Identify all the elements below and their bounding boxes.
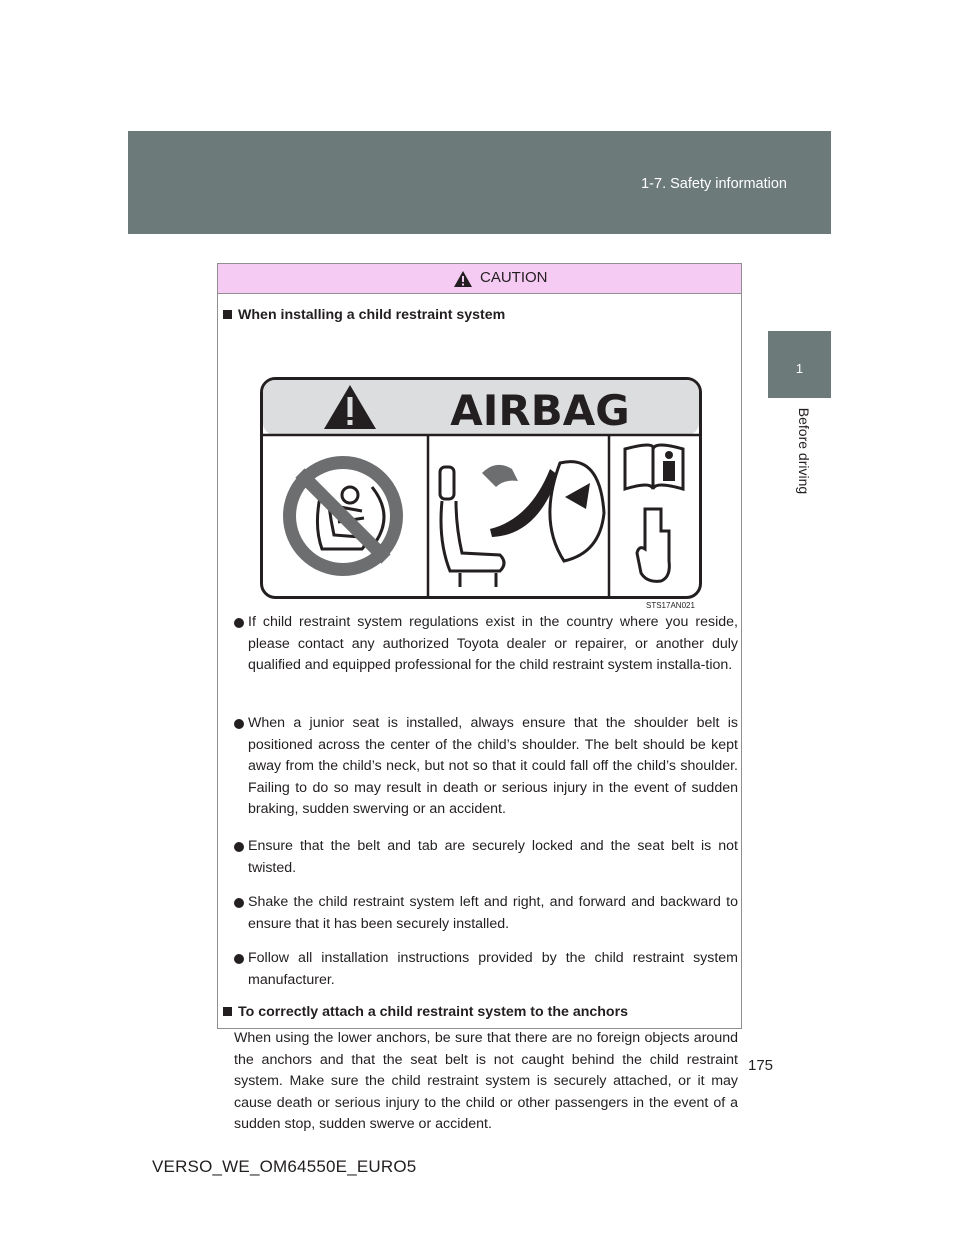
no-child-seat-icon <box>283 456 403 576</box>
manual-book-icon <box>625 445 683 489</box>
heading-anchors <box>223 1004 628 1020</box>
bullet-1 <box>235 612 738 677</box>
caution-box <box>217 263 742 1132</box>
bullet-1-text: If child restraint system regulations exist in the country where you reside, please contact any authorized Toyota dealer or repairer, or another duly qualified and equipped professional for the child restraint system installa-tion. <box>248 614 738 673</box>
bullet-dot-icon <box>234 719 244 729</box>
chapter-label-text: Before driving <box>796 407 812 495</box>
section-title: 1-7. Safety information <box>641 176 787 192</box>
warning-icon <box>453 270 473 288</box>
bullet-dot-icon <box>234 842 244 852</box>
anchors-paragraph: When using the lower anchors, be sure that there are no foreign objects around the anchors and that the seat belt is not caught behind the child restraint system. Make sure the child restraint system is securely attached, or it may cause death or serious injury to the child or other passengers in the event of a sudden stop, sudden swerve or accident. <box>234 1030 738 1132</box>
chapter-number: 1 <box>795 361 804 376</box>
bullet-dot-icon <box>234 898 244 908</box>
bullet-dot-icon <box>234 618 244 628</box>
caution-header <box>218 264 741 294</box>
square-bullet-icon <box>223 310 232 319</box>
heading-install <box>223 307 505 323</box>
chapter-tab <box>768 331 831 398</box>
bullet-5 <box>235 948 738 991</box>
document-code: VERSO_WE_OM64550E_EURO5 <box>152 1157 417 1176</box>
bullet-2-text: When a junior seat is installed, always ensure that the shoulder belt is positioned across the center of the child’s shoulder. The belt should be kept away from the child’s neck, but not so that it could fall off the child’s shoulder. Failing to do so may result in death or serious injury in the event of sudden braking, sudden swerving or an accident. <box>248 715 738 817</box>
heading-anchors-text: To correctly attach a child restraint system to the anchors <box>238 1004 629 1020</box>
section-header <box>128 131 831 234</box>
image-code: STS17AN021 <box>646 601 695 610</box>
square-bullet-icon <box>223 1007 232 1016</box>
heading-install-text: When installing a child restraint system <box>238 307 506 323</box>
bullet-3 <box>235 836 738 879</box>
page-number: 175 <box>748 1057 774 1074</box>
airbag-word: AIRBAG <box>450 386 630 435</box>
bullet-2 <box>235 713 738 821</box>
bullet-4-text: Shake the child restraint system left and right, and forward and backward to ensure that it has been securely installed. <box>248 894 738 932</box>
bullet-5-text: Follow all installation instructions provided by the child restraint system manufacturer. <box>248 950 738 988</box>
caution-title: CAUTION <box>480 269 548 286</box>
bullet-4 <box>235 892 738 935</box>
airbag-warning-label <box>260 377 702 599</box>
chapter-label <box>790 405 814 505</box>
bullet-dot-icon <box>234 954 244 964</box>
bullet-3-text: Ensure that the belt and tab are securely locked and the seat belt is not twisted. <box>248 838 738 876</box>
